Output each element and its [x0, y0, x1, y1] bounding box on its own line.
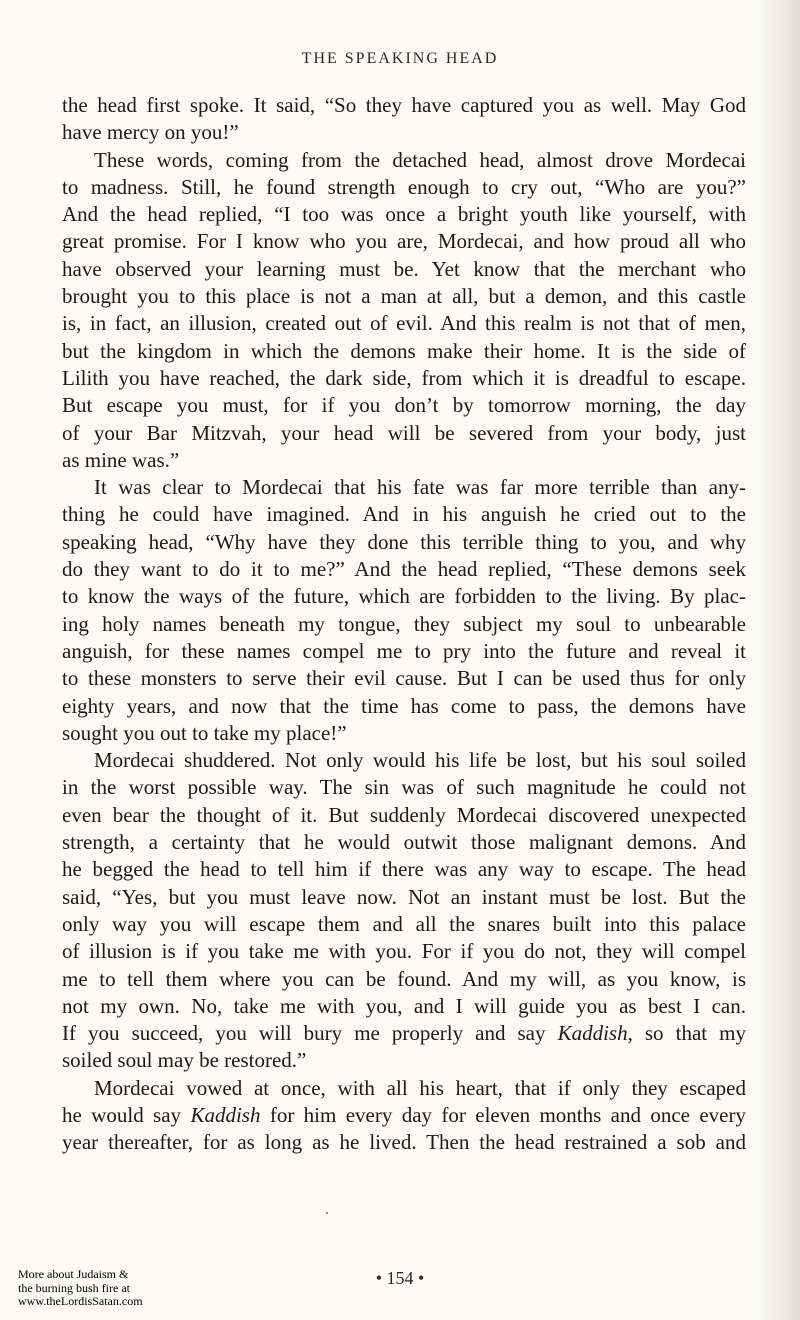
text-line: great promise. For I know who you are, Mordecai, and how proud all who [62, 229, 746, 254]
text-line: to madness. Still, he found strength enough to cry out, “Who are you?” [62, 174, 746, 199]
text-line: of illusion is if you take me with you. For if you do not, they will compel [62, 939, 746, 964]
text-line: in the worst possible way. The sin was of such magnitude he could not [62, 775, 746, 800]
text-line: to these monsters to serve their evil cause. But I can be used thus for only [62, 666, 746, 691]
text-line: have mercy on you!” [62, 120, 239, 145]
text-line: to know the ways of the future, which are forbidden to the living. By plac- [62, 584, 746, 609]
text-line: do they want to do it to me?” And the head replied, “These demons seek [62, 557, 746, 582]
text-line: but the kingdom in which the demons make their home. It is the side of [62, 338, 746, 363]
text-line: brought you to this place is not a man at all, but a demon, and this castle [62, 284, 746, 309]
text-line: anguish, for these names compel me to pry into the future and reveal it [62, 638, 746, 663]
text-line: as mine was.” [62, 447, 180, 472]
body-text [62, 92, 746, 1157]
text-line: ing holy names beneath my tongue, they subject my soul to unbearable [62, 611, 746, 636]
page-number: • 154 • [375, 1268, 425, 1288]
text-line: strength, a certainty that he would outwit those malignant demons. And [62, 830, 746, 855]
page-gutter-shadow [760, 0, 800, 1320]
text-line: he would say Kaddish for him every day for eleven months and once every [62, 1102, 746, 1127]
text-line: These words, coming from the detached head, almost drove Mordecai [94, 147, 746, 172]
text-line: It was clear to Mordecai that his fate was far more terrible than any- [94, 475, 746, 500]
text-line: And the head replied, “I too was once a bright youth like yourself, with [62, 202, 746, 227]
text-line: If you succeed, you will bury me properly and say Kaddish, so that my [62, 1021, 746, 1046]
promo-line: More about Judaism & [18, 1267, 129, 1281]
paragraph [62, 147, 746, 475]
text-line: only way you will escape them and all the snares built into this palace [62, 911, 746, 936]
text-line: year thereafter, for as long as he lived. Then the head restrained a sob and [62, 1130, 746, 1155]
text-line: But escape you must, for if you don’t by tomorrow morning, the day [62, 393, 746, 418]
text-line: he begged the head to tell him if there was any way to escape. The head [62, 857, 746, 882]
paragraph [62, 1075, 746, 1157]
text-line: sought you out to take my place!” [62, 720, 347, 745]
text-line: eighty years, and now that the time has come to pass, the demons have [62, 693, 746, 718]
paragraph [62, 474, 746, 747]
running-head: THE SPEAKING HEAD [301, 50, 499, 67]
text-line: Lilith you have reached, the dark side, from which it is dreadful to escape. [62, 365, 746, 390]
text-line: me to tell them where you can be found. And my will, as you know, is [62, 966, 746, 991]
text-line: Mordecai shuddered. Not only would his life be lost, but his soul soiled [94, 748, 746, 773]
promo-line: the burning bush fire at [18, 1280, 130, 1295]
paragraph [62, 747, 746, 1075]
text-line: speaking head, “Why have they done this terrible thing to you, and why [62, 529, 746, 554]
text-line: thing he could have imagined. And in his anguish he cried out to the [62, 502, 746, 527]
promo-note [18, 1268, 198, 1309]
text-line: is, in fact, an illusion, created out of evil. And this realm is not that of men, [62, 311, 746, 336]
text-line: have observed your learning must be. Yet know that the merchant who [62, 256, 746, 281]
text-line: Mordecai vowed at once, with all his heart, that if only they escaped [94, 1075, 746, 1100]
promo-line: www.theLordisSatan.com [18, 1294, 143, 1308]
ink-speck [326, 1212, 328, 1214]
text-line: soiled soul may be restored.” [62, 1048, 307, 1073]
text-line: even bear the thought of it. But suddenly Mordecai discovered unexpected [62, 802, 746, 827]
italic-word: Kaddish [190, 1102, 261, 1127]
text-line: the head first spoke. It said, “So they have captured you as well. May God [62, 93, 746, 117]
text-line: said, “Yes, but you must leave now. Not an instant must be lost. But the [62, 884, 746, 909]
text-line: not my own. No, take me with you, and I will guide you as best I can. [62, 993, 746, 1018]
text-line: of your Bar Mitzvah, your head will be severed from your body, just [62, 420, 746, 445]
italic-word: Kaddish [557, 1021, 628, 1046]
paragraph [62, 92, 746, 147]
